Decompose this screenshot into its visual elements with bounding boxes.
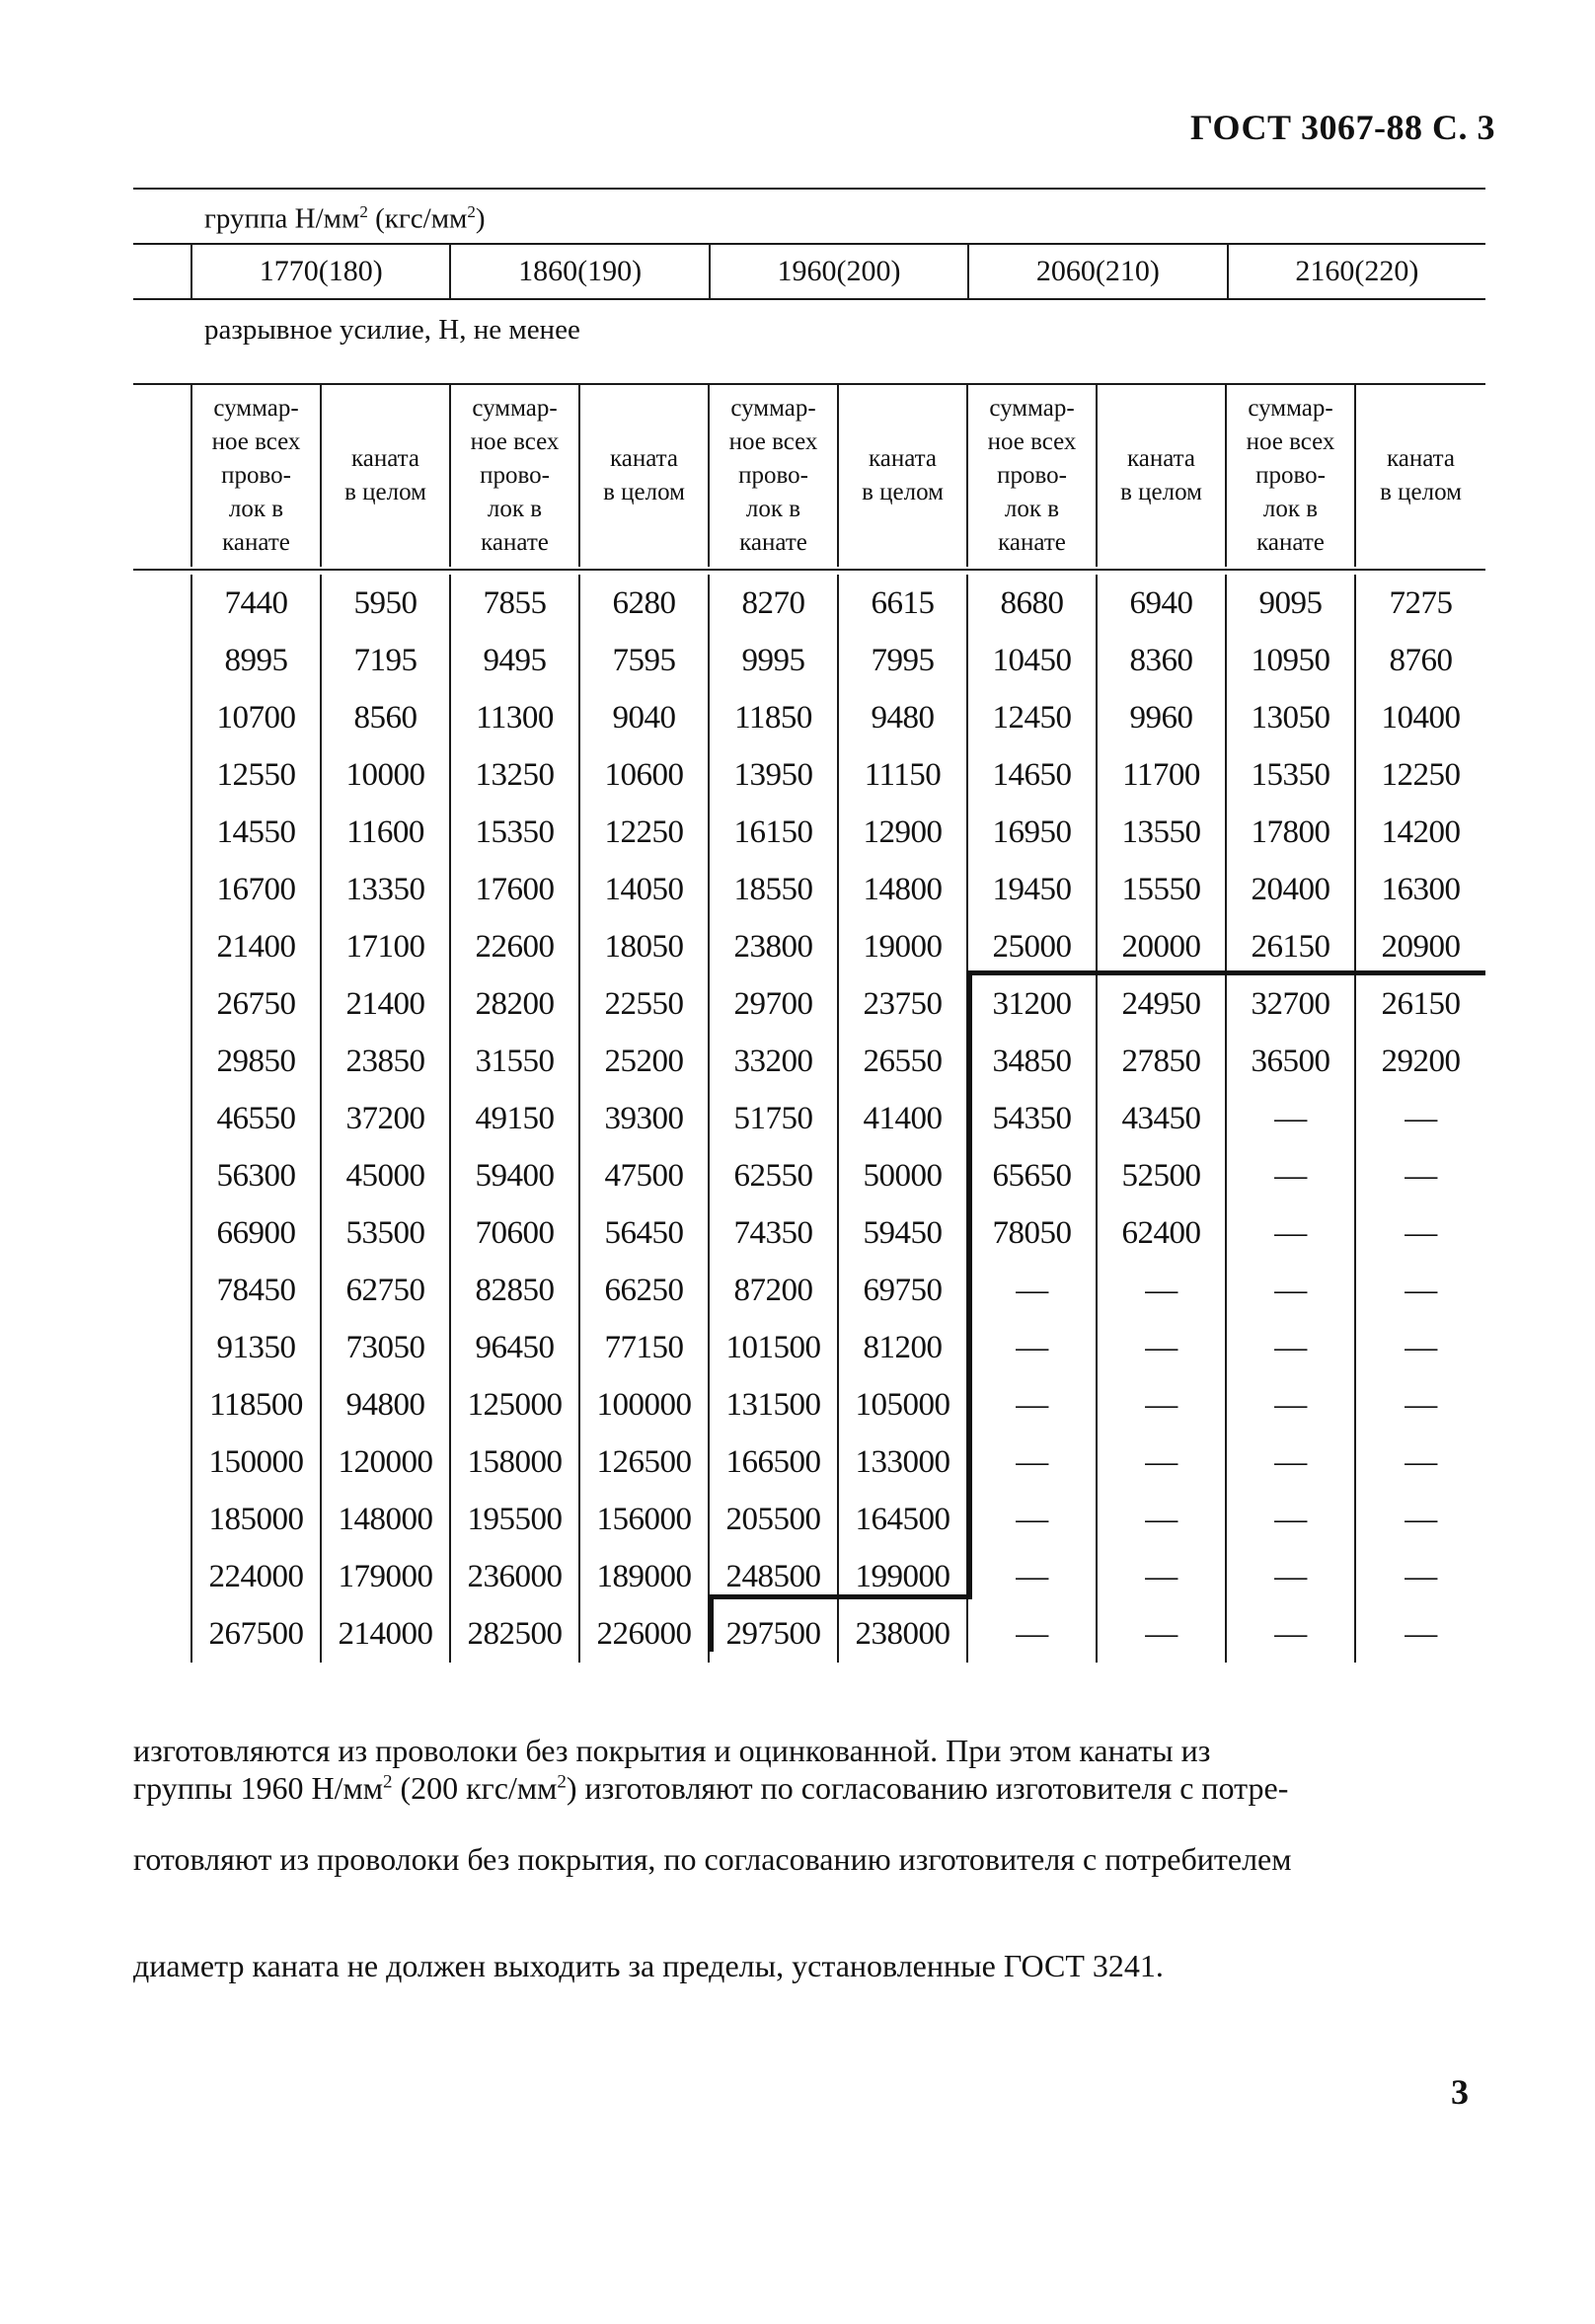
grade-cell: 2160(220) xyxy=(1227,245,1485,298)
table-cell: 7440 xyxy=(190,575,320,632)
table-cell: 16300 xyxy=(1354,861,1485,918)
table-cell: 78050 xyxy=(966,1204,1096,1262)
table-cell: 9960 xyxy=(1096,689,1225,746)
table-cell: 9095 xyxy=(1225,575,1354,632)
table-cell: 23850 xyxy=(320,1033,449,1090)
column-header-line: в целом xyxy=(344,479,426,505)
header-bottom-rule xyxy=(133,569,1485,571)
table-row xyxy=(190,918,1485,975)
column-header-line: лок в xyxy=(745,496,801,522)
paragraph-line-2-part-c: ) изготовляют по согласованию изготовителя с потре- xyxy=(566,1770,1289,1806)
group-caption-end: ) xyxy=(475,202,486,235)
table-cell: 12900 xyxy=(837,804,966,861)
table-cell: 16700 xyxy=(190,861,320,918)
column-header-line: прово- xyxy=(738,462,808,489)
table-cell: 26150 xyxy=(1354,975,1485,1033)
table-cell: 7855 xyxy=(449,575,578,632)
column-header-line: суммар- xyxy=(472,395,558,422)
table-cell: 133000 xyxy=(837,1433,966,1491)
table-row xyxy=(190,1204,1485,1262)
column-header-line: в целом xyxy=(862,479,944,505)
table-cell: 19000 xyxy=(837,918,966,975)
paragraph-line-2-part-a: группы 1960 Н/мм xyxy=(133,1770,383,1806)
table-cell: 51750 xyxy=(708,1090,837,1147)
column-header-row xyxy=(190,385,1485,567)
table-cell: 179000 xyxy=(320,1548,449,1605)
table-cell: 25200 xyxy=(578,1033,708,1090)
table-cell: 27850 xyxy=(1096,1033,1225,1090)
table-cell: 6280 xyxy=(578,575,708,632)
column-header-line: канате xyxy=(1256,529,1325,556)
table-cell: — xyxy=(1354,1433,1485,1491)
table-cell: 13050 xyxy=(1225,689,1354,746)
paragraph-line-2-part-b: (200 кгс/мм xyxy=(392,1770,558,1806)
column-header-line: канате xyxy=(222,529,290,556)
table-cell: — xyxy=(966,1491,1096,1548)
column-header-text xyxy=(212,392,301,560)
table-cell: 7595 xyxy=(578,632,708,689)
table-cell: 248500 xyxy=(708,1548,837,1605)
table-cell: 29850 xyxy=(190,1033,320,1090)
table-cell: 34850 xyxy=(966,1033,1096,1090)
column-header-line: в целом xyxy=(1120,479,1202,505)
boundary-line-bottom xyxy=(709,1594,972,1599)
column-header-line: каната xyxy=(868,445,937,472)
table-cell: 29200 xyxy=(1354,1033,1485,1090)
table-cell: 11600 xyxy=(320,804,449,861)
table-cell: — xyxy=(966,1548,1096,1605)
table-cell: 56450 xyxy=(578,1204,708,1262)
table-cell: 238000 xyxy=(837,1605,966,1663)
table-cell: 17800 xyxy=(1225,804,1354,861)
table-cell: 23750 xyxy=(837,975,966,1033)
column-header-line: ное всех xyxy=(211,428,301,455)
table-cell: 53500 xyxy=(320,1204,449,1262)
table-cell: 166500 xyxy=(708,1433,837,1491)
table-cell: 13350 xyxy=(320,861,449,918)
table-cell: 158000 xyxy=(449,1433,578,1491)
column-header-text xyxy=(988,392,1077,560)
table-cell: 26550 xyxy=(837,1033,966,1090)
table-cell: 11300 xyxy=(449,689,578,746)
table-cell: 7275 xyxy=(1354,575,1485,632)
table-cell: 17600 xyxy=(449,861,578,918)
table-row xyxy=(190,1376,1485,1433)
table-cell: 66900 xyxy=(190,1204,320,1262)
table-cell: 7995 xyxy=(837,632,966,689)
table-cell: 59450 xyxy=(837,1204,966,1262)
table-cell: 87200 xyxy=(708,1262,837,1319)
table-cell: 125000 xyxy=(449,1376,578,1433)
table-cell: 11150 xyxy=(837,746,966,804)
table-cell: — xyxy=(1225,1605,1354,1663)
data-table-body xyxy=(190,575,1485,1663)
table-cell: — xyxy=(1225,1147,1354,1204)
table-cell: 81200 xyxy=(837,1319,966,1376)
table-cell: 10700 xyxy=(190,689,320,746)
column-header-line: каната xyxy=(609,445,678,472)
table-cell: 8270 xyxy=(708,575,837,632)
table-cell: 33200 xyxy=(708,1033,837,1090)
table-cell: — xyxy=(966,1262,1096,1319)
table-cell: 9480 xyxy=(837,689,966,746)
table-cell: 18550 xyxy=(708,861,837,918)
table-cell: 199000 xyxy=(837,1548,966,1605)
table-cell: 164500 xyxy=(837,1491,966,1548)
table-row xyxy=(190,575,1485,632)
table-cell: 13250 xyxy=(449,746,578,804)
table-cell: 69750 xyxy=(837,1262,966,1319)
table-cell: 70600 xyxy=(449,1204,578,1262)
boundary-line-top xyxy=(967,970,1485,975)
column-header-text xyxy=(471,392,560,560)
table-cell: 120000 xyxy=(320,1433,449,1491)
grade-cell: 1770(180) xyxy=(190,245,449,298)
column-header-total-wires xyxy=(708,385,837,567)
table-row xyxy=(190,975,1485,1033)
table-cell: 8760 xyxy=(1354,632,1485,689)
table-cell: — xyxy=(1354,1204,1485,1262)
column-header-line: ное всех xyxy=(1246,428,1335,455)
column-header-line: лок в xyxy=(1004,496,1060,522)
boundary-line-vertical-right xyxy=(967,970,972,1599)
group-caption xyxy=(204,202,486,236)
table-cell: 14050 xyxy=(578,861,708,918)
table-cell: 118500 xyxy=(190,1376,320,1433)
column-header-line: прово- xyxy=(1255,462,1326,489)
grade-bottom-rule xyxy=(133,298,1485,300)
table-cell: — xyxy=(1225,1548,1354,1605)
column-header-line: прово- xyxy=(221,462,291,489)
table-cell: 16950 xyxy=(966,804,1096,861)
column-header-rope-whole xyxy=(578,385,708,567)
group-caption-prefix: группа Н/мм xyxy=(204,202,360,235)
table-cell: 39300 xyxy=(578,1090,708,1147)
column-header-line: лок в xyxy=(1262,496,1319,522)
table-cell: 52500 xyxy=(1096,1147,1225,1204)
table-cell: 12250 xyxy=(578,804,708,861)
table-cell: 14550 xyxy=(190,804,320,861)
table-cell: 37200 xyxy=(320,1090,449,1147)
table-row xyxy=(190,746,1485,804)
superscript-2: 2 xyxy=(467,202,476,221)
column-header-line: каната xyxy=(350,445,419,472)
table-cell: 56300 xyxy=(190,1147,320,1204)
table-cell: — xyxy=(966,1376,1096,1433)
boundary-line-vertical-left xyxy=(709,1594,714,1652)
table-cell: 156000 xyxy=(578,1491,708,1548)
column-header-text xyxy=(1120,442,1202,509)
table-cell: 189000 xyxy=(578,1548,708,1605)
table-cell: 148000 xyxy=(320,1491,449,1548)
table-cell: 214000 xyxy=(320,1605,449,1663)
table-row xyxy=(190,1319,1485,1376)
paragraph-line-3: готовляют из проволоки без покрытия, по согласованию изготовителя с потребителем xyxy=(133,1841,1292,1877)
column-header-line: суммар- xyxy=(213,395,299,422)
superscript-2: 2 xyxy=(359,202,368,221)
table-cell: 150000 xyxy=(190,1433,320,1491)
table-cell: 8995 xyxy=(190,632,320,689)
table-cell: 7195 xyxy=(320,632,449,689)
table-cell: 11700 xyxy=(1096,746,1225,804)
table-cell: 78450 xyxy=(190,1262,320,1319)
column-header-line: суммар- xyxy=(1248,395,1333,422)
table-cell: 267500 xyxy=(190,1605,320,1663)
table-cell: 23800 xyxy=(708,918,837,975)
table-cell: 14650 xyxy=(966,746,1096,804)
table-cell: 126500 xyxy=(578,1433,708,1491)
column-header-text xyxy=(1247,392,1335,560)
table-cell: — xyxy=(1354,1376,1485,1433)
table-cell: 21400 xyxy=(190,918,320,975)
table-cell: — xyxy=(1225,1262,1354,1319)
table-cell: 8680 xyxy=(966,575,1096,632)
column-header-text xyxy=(862,442,944,509)
table-cell: 12550 xyxy=(190,746,320,804)
table-row xyxy=(190,1605,1485,1663)
table-cell: 36500 xyxy=(1225,1033,1354,1090)
table-cell: — xyxy=(1225,1319,1354,1376)
page-number: 3 xyxy=(1451,2072,1469,2112)
table-cell: — xyxy=(1354,1090,1485,1147)
table-cell: 45000 xyxy=(320,1147,449,1204)
table-cell: — xyxy=(1096,1319,1225,1376)
grade-cell: 2060(210) xyxy=(967,245,1226,298)
table-cell: 24950 xyxy=(1096,975,1225,1033)
table-cell: 94800 xyxy=(320,1376,449,1433)
table-cell: 47500 xyxy=(578,1147,708,1204)
table-cell: — xyxy=(1354,1491,1485,1548)
table-cell: — xyxy=(1354,1605,1485,1663)
column-header-total-wires xyxy=(449,385,578,567)
table-row xyxy=(190,804,1485,861)
table-cell: 236000 xyxy=(449,1548,578,1605)
table-cell: — xyxy=(1225,1491,1354,1548)
table-cell: 13950 xyxy=(708,746,837,804)
column-header-line: прово- xyxy=(997,462,1067,489)
column-header-line: канате xyxy=(739,529,807,556)
table-cell: 77150 xyxy=(578,1319,708,1376)
table-cell: 28200 xyxy=(449,975,578,1033)
table-cell: — xyxy=(1096,1376,1225,1433)
table-cell: 15350 xyxy=(1225,746,1354,804)
column-header-line: лок в xyxy=(228,496,284,522)
table-cell: 22550 xyxy=(578,975,708,1033)
table-cell: 224000 xyxy=(190,1548,320,1605)
table-cell: 20400 xyxy=(1225,861,1354,918)
table-cell: — xyxy=(966,1319,1096,1376)
table-cell: 131500 xyxy=(708,1376,837,1433)
page-header: ГОСТ 3067-88 С. 3 xyxy=(1190,108,1495,147)
table-cell: 5950 xyxy=(320,575,449,632)
table-cell: 8560 xyxy=(320,689,449,746)
table-cell: 10400 xyxy=(1354,689,1485,746)
table-cell: 8360 xyxy=(1096,632,1225,689)
table-cell: 29700 xyxy=(708,975,837,1033)
table-row xyxy=(190,1262,1485,1319)
table-cell: — xyxy=(1354,1548,1485,1605)
column-header-line: каната xyxy=(1386,445,1455,472)
paragraph-line-1: изготовляются из проволоки без покрытия и оцинкованной. При этом канаты из xyxy=(133,1733,1211,1768)
table-cell: 6940 xyxy=(1096,575,1225,632)
grade-cell: 1960(200) xyxy=(709,245,967,298)
table-cell: 91350 xyxy=(190,1319,320,1376)
table-cell: 185000 xyxy=(190,1491,320,1548)
table-row xyxy=(190,632,1485,689)
table-cell: 31200 xyxy=(966,975,1096,1033)
column-header-rope-whole xyxy=(1354,385,1485,567)
column-header-line: канате xyxy=(998,529,1066,556)
table-row xyxy=(190,1033,1485,1090)
breaking-force-caption: разрывное усилие, Н, не менее xyxy=(204,314,580,346)
table-cell: 105000 xyxy=(837,1376,966,1433)
table-cell: 32700 xyxy=(1225,975,1354,1033)
table-cell: 74350 xyxy=(708,1204,837,1262)
table-cell: 49150 xyxy=(449,1090,578,1147)
table-cell: 54350 xyxy=(966,1090,1096,1147)
superscript-2: 2 xyxy=(557,1771,567,1793)
table-cell: — xyxy=(1225,1376,1354,1433)
table-cell: 26150 xyxy=(1225,918,1354,975)
column-header-line: прово- xyxy=(480,462,550,489)
table-cell: 9495 xyxy=(449,632,578,689)
table-cell: 10450 xyxy=(966,632,1096,689)
table-cell: 12450 xyxy=(966,689,1096,746)
table-cell: — xyxy=(1354,1147,1485,1204)
table-cell: 66250 xyxy=(578,1262,708,1319)
table-cell: 12250 xyxy=(1354,746,1485,804)
table-cell: 50000 xyxy=(837,1147,966,1204)
column-header-total-wires xyxy=(1225,385,1354,567)
table-cell: 59400 xyxy=(449,1147,578,1204)
column-header-rope-whole xyxy=(1096,385,1225,567)
paragraph-line-4: диаметр каната не должен выходить за пределы, установленные ГОСТ 3241. xyxy=(133,1948,1164,1983)
table-row xyxy=(190,1090,1485,1147)
table-cell: 11850 xyxy=(708,689,837,746)
table-cell: 101500 xyxy=(708,1319,837,1376)
table-cell: 25000 xyxy=(966,918,1096,975)
column-header-text xyxy=(603,442,685,509)
table-cell: 20900 xyxy=(1354,918,1485,975)
column-header-line: суммар- xyxy=(989,395,1075,422)
column-header-text xyxy=(344,442,426,509)
table-cell: 62550 xyxy=(708,1147,837,1204)
grade-row xyxy=(190,245,1485,298)
table-cell: 10950 xyxy=(1225,632,1354,689)
table-cell: 62750 xyxy=(320,1262,449,1319)
table-cell: 297500 xyxy=(708,1605,837,1663)
table-cell: — xyxy=(1354,1319,1485,1376)
table-cell: 10000 xyxy=(320,746,449,804)
table-cell: — xyxy=(1225,1090,1354,1147)
table-cell: 82850 xyxy=(449,1262,578,1319)
column-header-text xyxy=(1380,442,1462,509)
group-caption-units: (кгс/мм xyxy=(367,202,468,235)
table-cell: 15550 xyxy=(1096,861,1225,918)
table-cell: 43450 xyxy=(1096,1090,1225,1147)
table-row xyxy=(190,861,1485,918)
table-cell: 14200 xyxy=(1354,804,1485,861)
column-header-line: в целом xyxy=(1380,479,1462,505)
table-row xyxy=(190,689,1485,746)
column-header-line: суммар- xyxy=(730,395,816,422)
table-cell: 100000 xyxy=(578,1376,708,1433)
table-cell: 62400 xyxy=(1096,1204,1225,1262)
table-cell: 17100 xyxy=(320,918,449,975)
table-cell: 22600 xyxy=(449,918,578,975)
table-row xyxy=(190,1147,1485,1204)
table-cell: 9040 xyxy=(578,689,708,746)
table-cell: 195500 xyxy=(449,1491,578,1548)
table-cell: 46550 xyxy=(190,1090,320,1147)
table-cell: 18050 xyxy=(578,918,708,975)
table-cell: 282500 xyxy=(449,1605,578,1663)
column-header-line: ное всех xyxy=(470,428,560,455)
table-cell: — xyxy=(1354,1262,1485,1319)
table-cell: 73050 xyxy=(320,1319,449,1376)
table-cell: 10600 xyxy=(578,746,708,804)
top-rule xyxy=(133,188,1485,190)
table-cell: 9995 xyxy=(708,632,837,689)
table-cell: 20000 xyxy=(1096,918,1225,975)
column-header-line: лок в xyxy=(487,496,543,522)
table-cell: — xyxy=(1096,1605,1225,1663)
table-cell: — xyxy=(1225,1433,1354,1491)
table-cell: — xyxy=(1096,1491,1225,1548)
column-header-line: канате xyxy=(481,529,549,556)
column-header-total-wires xyxy=(966,385,1096,567)
table-cell: 226000 xyxy=(578,1605,708,1663)
column-header-total-wires xyxy=(190,385,320,567)
table-cell: 96450 xyxy=(449,1319,578,1376)
table-cell: 21400 xyxy=(320,975,449,1033)
table-row xyxy=(190,1433,1485,1491)
superscript-2: 2 xyxy=(382,1771,393,1793)
table-cell: 31550 xyxy=(449,1033,578,1090)
column-header-rope-whole xyxy=(837,385,966,567)
table-cell: 65650 xyxy=(966,1147,1096,1204)
table-cell: — xyxy=(1096,1433,1225,1491)
grade-cell: 1860(190) xyxy=(449,245,708,298)
column-header-line: в целом xyxy=(603,479,685,505)
table-cell: — xyxy=(1096,1548,1225,1605)
column-header-line: ное всех xyxy=(987,428,1077,455)
table-cell: — xyxy=(1225,1204,1354,1262)
table-cell: 26750 xyxy=(190,975,320,1033)
table-cell: — xyxy=(966,1433,1096,1491)
table-cell: 15350 xyxy=(449,804,578,861)
paragraph-line-2 xyxy=(133,1770,1288,1807)
table-cell: 16150 xyxy=(708,804,837,861)
table-cell: 19450 xyxy=(966,861,1096,918)
table-cell: 6615 xyxy=(837,575,966,632)
column-header-text xyxy=(729,392,818,560)
table-cell: — xyxy=(1096,1262,1225,1319)
table-row xyxy=(190,1491,1485,1548)
table-cell: 14800 xyxy=(837,861,966,918)
table-cell: 205500 xyxy=(708,1491,837,1548)
table-cell: 13550 xyxy=(1096,804,1225,861)
column-header-line: каната xyxy=(1126,445,1195,472)
table-cell: — xyxy=(966,1605,1096,1663)
column-header-rope-whole xyxy=(320,385,449,567)
column-header-line: ное всех xyxy=(728,428,818,455)
table-cell: 41400 xyxy=(837,1090,966,1147)
